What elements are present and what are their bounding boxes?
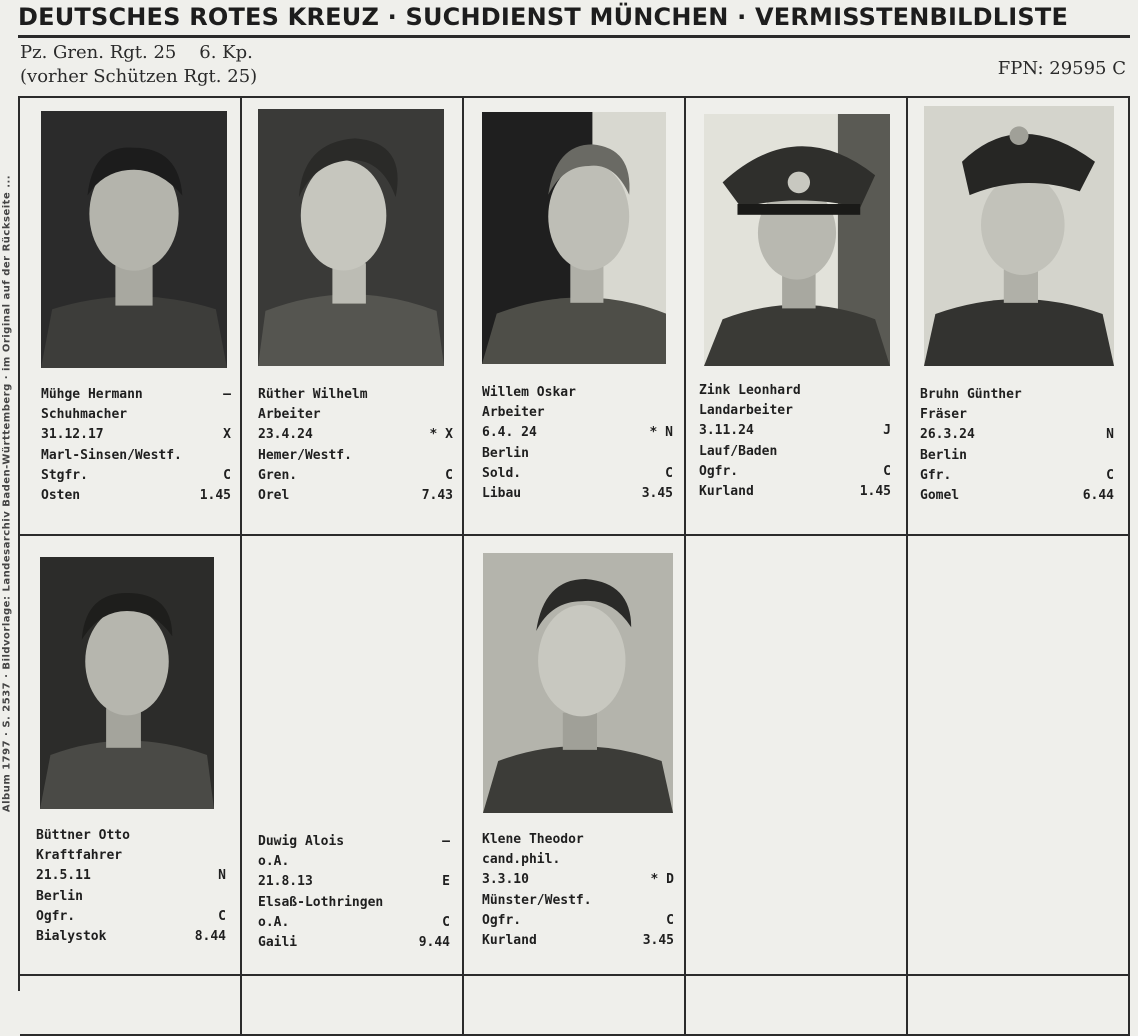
- person-name: Bruhn Günther: [920, 387, 1022, 402]
- last-place: Osten: [41, 487, 81, 503]
- rank-mark: C: [665, 465, 673, 481]
- rank-mark: C: [883, 463, 891, 479]
- page-title: DEUTSCHES ROTES KREUZ · SUCHDIENST MÜNCHEN · VERMISSTENBILDLISTE: [18, 3, 1069, 31]
- birth-mark: J: [883, 423, 891, 439]
- person-card: [242, 536, 464, 976]
- birth-date: 6.4. 24: [482, 425, 537, 441]
- rank-mark: C: [445, 467, 453, 483]
- last-date: 3.45: [641, 485, 673, 501]
- birth-mark: X: [223, 427, 231, 443]
- rank: Gren.: [258, 467, 298, 483]
- person-name: Zink Leonhard: [699, 383, 801, 398]
- birth-date: 31.12.17: [41, 427, 104, 443]
- rank: Ogfr.: [699, 463, 739, 479]
- birth-date: 21.5.11: [36, 868, 91, 884]
- person-card: [464, 536, 686, 976]
- birth-date: 3.3.10: [482, 872, 529, 888]
- last-place: Orel: [258, 487, 290, 503]
- birthplace: Hemer/Westf.: [258, 447, 352, 463]
- birthplace: Berlin: [36, 888, 83, 904]
- person-info: [482, 830, 674, 951]
- person-name: Mühge Hermann: [41, 387, 143, 402]
- last-date: 6.44: [1082, 487, 1114, 503]
- last-place: Kurland: [482, 932, 537, 948]
- occupation: Arbeiter: [482, 405, 545, 421]
- field-post-number: FPN: 29595 C: [997, 58, 1126, 79]
- person-card: [686, 98, 908, 536]
- person-card: [242, 98, 464, 536]
- rank-mark: C: [218, 908, 226, 924]
- birthplace: Marl-Sinsen/Westf.: [41, 447, 182, 463]
- rank: Sold.: [482, 465, 522, 481]
- empty-card: [908, 976, 1130, 1036]
- person-info: [699, 381, 891, 502]
- occupation: Kraftfahrer: [36, 848, 123, 864]
- rank-mark: C: [666, 912, 674, 928]
- birthplace: Berlin: [482, 445, 529, 461]
- side-margin-text: Album 1797 · S. 2537 · Bildvorlage: Landesarchiv Baden-Württemberg · im Original auf der Rückseite ...: [1, 174, 13, 813]
- empty-card: [908, 536, 1130, 976]
- birthplace: Lauf/Baden: [699, 443, 778, 459]
- birth-mark: * X: [429, 427, 453, 443]
- portrait-photo: [41, 111, 227, 368]
- person-info: [258, 385, 453, 506]
- occupation: o.A.: [258, 854, 290, 870]
- last-date: 9.44: [418, 934, 450, 950]
- person-card: [464, 98, 686, 536]
- empty-card: [20, 976, 242, 1036]
- occupation: Arbeiter: [258, 407, 321, 423]
- rank: Ogfr.: [482, 912, 522, 928]
- birth-mark: * D: [650, 872, 674, 888]
- birth-date: 26.3.24: [920, 427, 975, 443]
- birth-mark: N: [1106, 427, 1114, 443]
- rank-mark: C: [1106, 467, 1114, 483]
- rank: o.A.: [258, 914, 290, 930]
- person-card: [20, 98, 242, 536]
- empty-card: [686, 536, 908, 976]
- occupation: Landarbeiter: [699, 403, 793, 419]
- rank-mark: C: [442, 914, 450, 930]
- last-date: 8.44: [194, 928, 226, 944]
- last-place: Kurland: [699, 483, 754, 499]
- previous-unit-line: (vorher Schützen Rgt. 25): [20, 66, 258, 87]
- rank-mark: C: [223, 467, 231, 483]
- portrait-photo: [704, 114, 890, 366]
- birthplace: Elsaß-Lothringen: [258, 894, 384, 910]
- portrait-photo: [483, 553, 673, 813]
- empty-card: [242, 976, 464, 1036]
- last-date: 3.45: [642, 932, 674, 948]
- last-place: Bialystok: [36, 928, 107, 944]
- birth-date: 23.4.24: [258, 427, 313, 443]
- last-place: Libau: [482, 485, 522, 501]
- person-info: [920, 385, 1114, 506]
- person-name: Klene Theodor: [482, 832, 584, 847]
- person-info: [258, 832, 450, 953]
- empty-card: [686, 976, 908, 1036]
- last-place: Gomel: [920, 487, 960, 503]
- person-card: [908, 98, 1130, 536]
- last-date: 7.43: [421, 487, 453, 503]
- portrait-photo: [40, 557, 214, 809]
- person-info: [482, 383, 673, 504]
- birth-mark: N: [218, 868, 226, 884]
- person-name: Duwig Alois: [258, 834, 345, 849]
- name-mark: –: [223, 387, 231, 402]
- birth-mark: * N: [649, 425, 673, 441]
- birth-mark: E: [442, 874, 450, 890]
- person-name: Rüther Wilhelm: [258, 387, 368, 402]
- person-card: [20, 536, 242, 976]
- portrait-photo: [258, 109, 444, 366]
- occupation: cand.phil.: [482, 852, 561, 868]
- occupation: Fräser: [920, 407, 967, 423]
- unit-line: Pz. Gren. Rgt. 25 6. Kp.: [20, 42, 253, 63]
- birthplace: Münster/Westf.: [482, 892, 592, 908]
- person-name: Willem Oskar: [482, 385, 576, 400]
- last-date: 1.45: [199, 487, 231, 503]
- photo-grid: [18, 96, 1130, 991]
- occupation: Schuhmacher: [41, 407, 128, 423]
- title-rule: [18, 35, 1130, 38]
- last-place: Gaili: [258, 934, 298, 950]
- rank: Gfr.: [920, 467, 952, 483]
- portrait-photo: [924, 106, 1114, 366]
- portrait-photo: [482, 112, 666, 364]
- rank: Stgfr.: [41, 467, 88, 483]
- empty-card: [464, 976, 686, 1036]
- birth-date: 21.8.13: [258, 874, 313, 890]
- name-mark: –: [442, 834, 450, 849]
- person-info: [41, 385, 231, 506]
- last-date: 1.45: [859, 483, 891, 499]
- person-info: [36, 826, 226, 947]
- birth-date: 3.11.24: [699, 423, 754, 439]
- person-name: Büttner Otto: [36, 828, 130, 843]
- rank: Ogfr.: [36, 908, 76, 924]
- birthplace: Berlin: [920, 447, 967, 463]
